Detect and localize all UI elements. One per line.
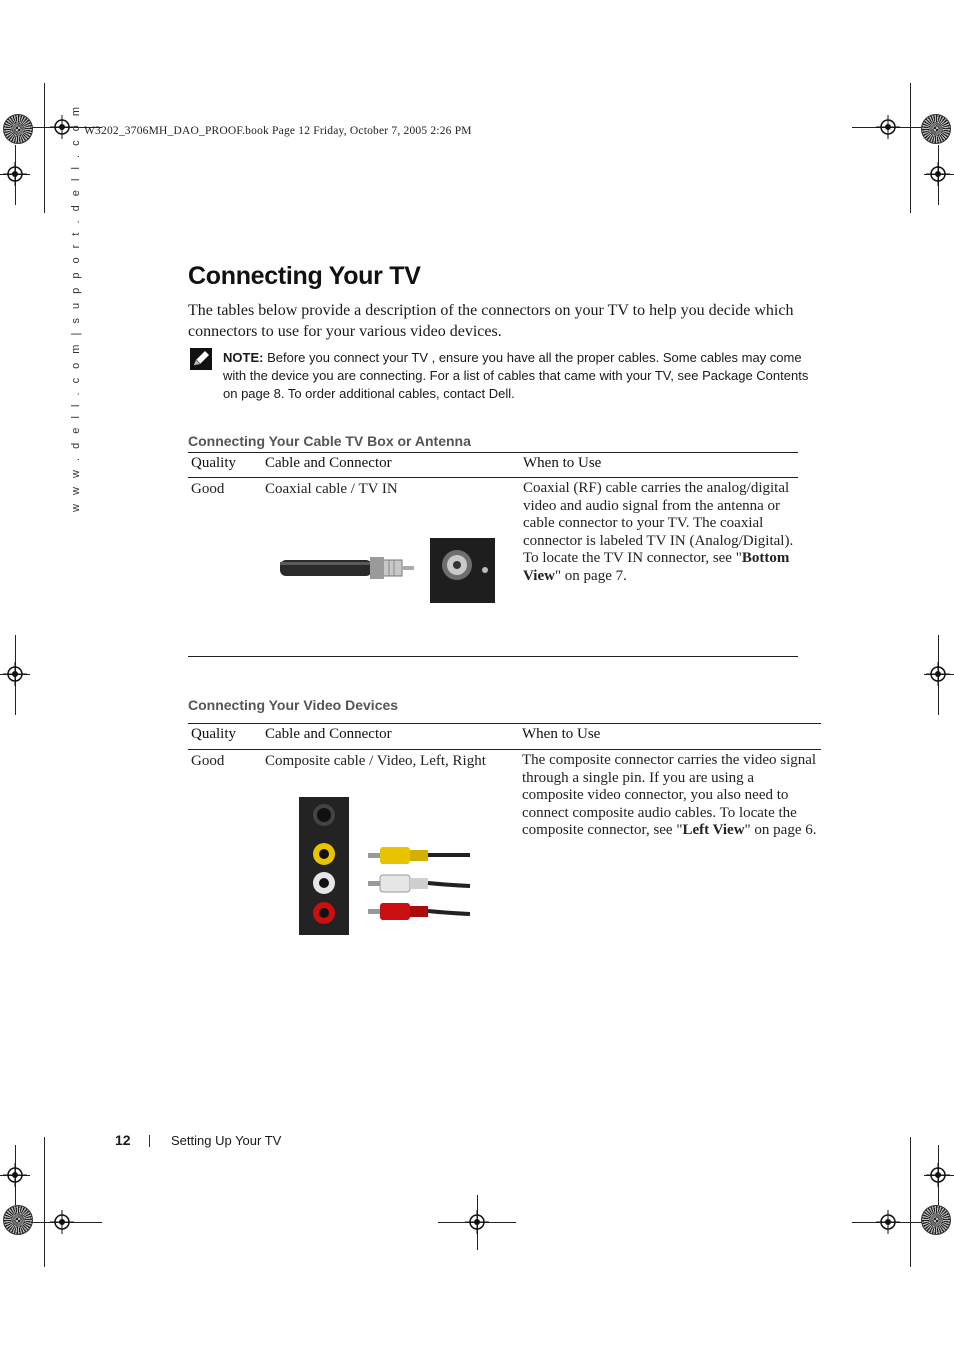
header-quality: Quality [191, 455, 236, 471]
composite-connector-panel-image [299, 797, 349, 935]
registration-mark-icon [465, 1210, 489, 1234]
header-cable-connector: Cable and Connector [265, 455, 392, 471]
header-quality: Quality [191, 726, 236, 742]
when-text: The composite connector carries the video signal through a single pin. If you are using a composite video connector, you also need to connect composite audio cables. To locate the composite connector, see " [522, 752, 817, 839]
page-number: 12 [115, 1132, 131, 1148]
registration-mark-icon [3, 662, 27, 686]
intro-paragraph: The tables below provide a description of the connectors on your TV to help you decide which connectors to use for your various video devices. [188, 302, 794, 340]
table-title-cable-antenna: Connecting Your Cable TV Box or Antenna [188, 433, 471, 449]
registration-mark-icon [926, 662, 950, 686]
color-rosette-icon [921, 114, 951, 144]
table-rule-top [188, 452, 798, 453]
cell-when-to-use [523, 480, 795, 586]
header-cable-connector: Cable and Connector [265, 726, 392, 742]
left-view-reference: Left View [682, 822, 745, 839]
when-text-tail: " on page 6. [744, 822, 817, 839]
cell-quality: Good [191, 753, 225, 769]
color-rosette-icon [921, 1205, 951, 1235]
color-rosette-icon [3, 1205, 33, 1235]
registration-mark-icon [876, 115, 900, 139]
header-when-to-use: When to Use [522, 726, 601, 742]
sidebar-url: w w w . d e l l . c o m | s u p p o r t . d e l l . c o m [70, 104, 82, 512]
note-block [223, 349, 823, 403]
when-text: Coaxial (RF) cable carries the analog/digital video and audio signal from the antenna or cable connector to your TV. The coaxial connector is labeled TV IN (Analog/Digital). To locate the TV IN connector, see " [523, 480, 794, 567]
when-text-tail: " on page 7. [554, 567, 627, 584]
rca-cable-image [368, 838, 472, 930]
table-rule-top [188, 723, 821, 724]
footer-section-title: Setting Up Your TV [171, 1133, 282, 1148]
note-pencil-icon [190, 348, 212, 370]
registration-mark-icon [876, 1210, 900, 1234]
header-when-to-use: When to Use [523, 455, 602, 471]
registration-mark-icon [3, 1163, 27, 1187]
table-rule-header [188, 477, 798, 478]
registration-mark-icon [50, 1210, 74, 1234]
footer-divider [149, 1135, 150, 1147]
color-rosette-icon [3, 114, 33, 144]
bottom-view-reference: Bottom View [523, 550, 790, 584]
tv-in-connector-image [430, 538, 495, 603]
note-label: NOTE: [223, 350, 264, 365]
note-text: Before you connect your TV , ensure you have all the proper cables. Some cables may come with the device you are connecting. For a list of cables that came with your TV, see Package Contents on page 8. To order additional cables, contact Dell. [223, 350, 809, 401]
page-title: Connecting Your TV [188, 262, 421, 290]
cell-when-to-use [522, 752, 819, 840]
table-title-video-devices: Connecting Your Video Devices [188, 697, 399, 713]
cell-cable: Coaxial cable / TV IN [265, 481, 398, 497]
registration-mark-icon [926, 162, 950, 186]
cell-quality: Good [191, 481, 225, 497]
registration-mark-icon [3, 162, 27, 186]
cell-cable: Composite cable / Video, Left, Right [265, 753, 486, 769]
print-header: W3202_3706MH_DAO_PROOF.book Page 12 Friday, October 7, 2005 2:26 PM [84, 125, 472, 137]
table-rule-header [188, 749, 821, 750]
coaxial-cable-image [280, 543, 420, 593]
table-rule-bottom [188, 656, 798, 657]
registration-mark-icon [926, 1163, 950, 1187]
